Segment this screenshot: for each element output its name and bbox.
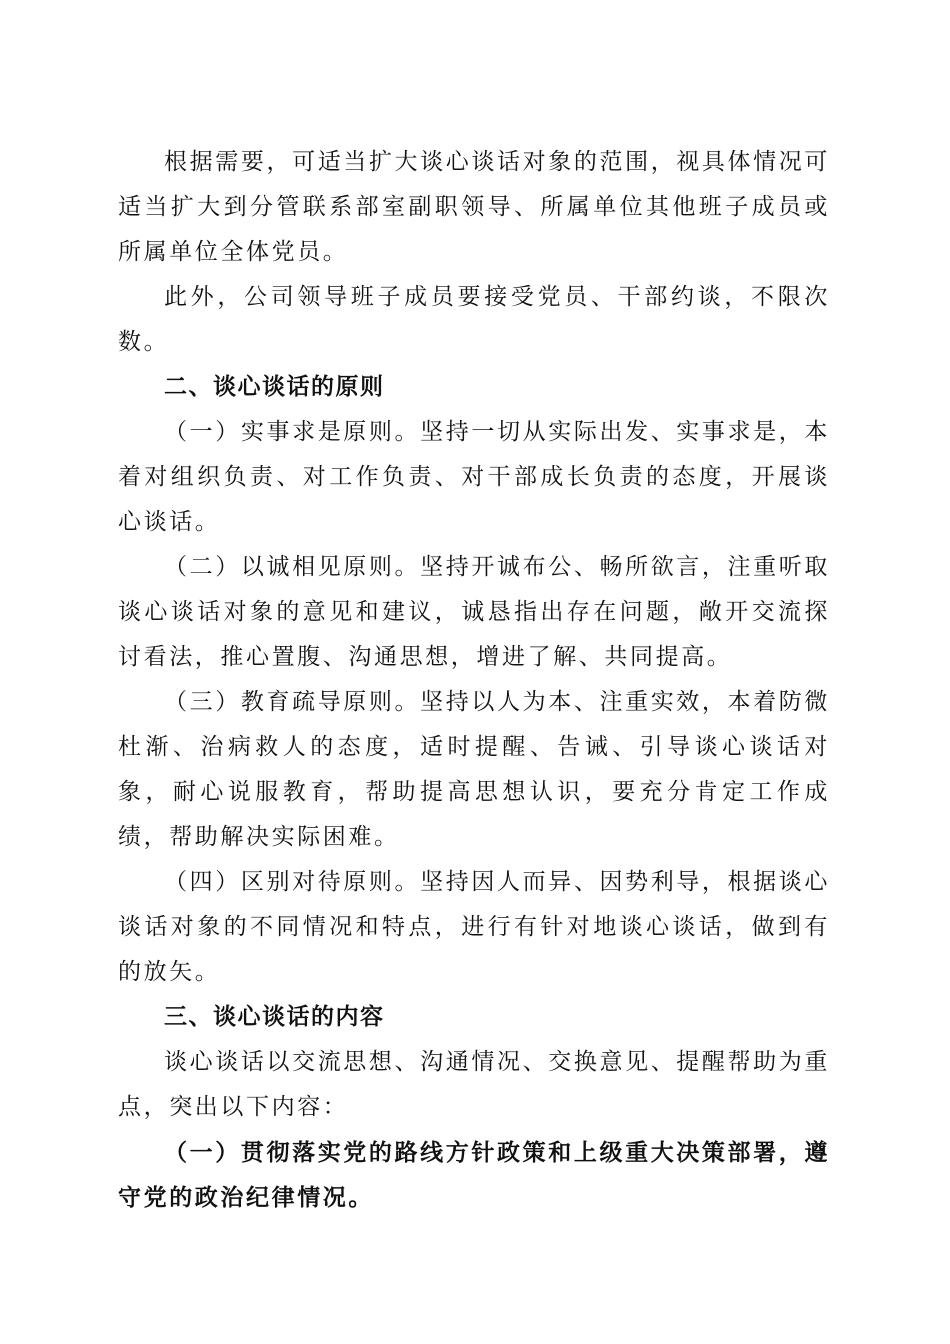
content-intro: 谈心谈话以交流思想、沟通情况、交换意见、提醒帮助为重点，突出以下内容： bbox=[118, 1049, 830, 1120]
principle-label: （四）区别对待原则。 bbox=[164, 869, 421, 895]
principle-item bbox=[118, 545, 830, 680]
principle-text: 坚持因人而异、因势利导，根据谈心谈话对象的不同情况和特点，进行有针对地谈心谈话，做到有的放矢。 bbox=[118, 869, 830, 985]
principle-item bbox=[118, 860, 830, 995]
paragraph-additional: 此外，公司领导班子成员要接受党员、干部约谈，不限次数。 bbox=[118, 284, 830, 355]
principle-text: 坚持以人为本、注重实效，本着防微杜渐、治病救人的态度，适时提醒、告诫、引导谈心谈话对象，耐心说服教育，帮助提高思想认识，要充分肯定工作成绩，帮助解决实际困难。 bbox=[118, 689, 830, 850]
content-item: （一）贯彻落实党的路线方针政策和上级重大决策部署，遵守党的政治纪律情况。 bbox=[118, 1139, 830, 1211]
document-body bbox=[118, 140, 830, 1220]
principle-label: （一）实事求是原则。 bbox=[164, 419, 421, 445]
principle-text: 坚持一切从实际出发、实事求是，本着对组织负责、对工作负责、对干部成长负责的态度，开展谈心谈话。 bbox=[118, 419, 830, 535]
principle-label: （三）教育疏导原则。 bbox=[164, 689, 421, 715]
section-heading-content: 三、谈心谈话的内容 bbox=[164, 1004, 385, 1030]
principle-item bbox=[118, 680, 830, 860]
section-heading-principles: 二、谈心谈话的原则 bbox=[164, 374, 385, 400]
principle-item bbox=[118, 410, 830, 545]
principle-label: （二）以诚相见原则。 bbox=[164, 554, 421, 580]
principle-text: 坚持开诚布公、畅所欲言，注重听取谈心谈话对象的意见和建议，诚恳指出存在问题，敞开交流探讨看法，推心置腹、沟通思想，增进了解、共同提高。 bbox=[118, 554, 830, 670]
paragraph-scope: 根据需要，可适当扩大谈心谈话对象的范围，视具体情况可适当扩大到分管联系部室副职领导、所属单位其他班子成员或所属单位全体党员。 bbox=[118, 149, 830, 265]
